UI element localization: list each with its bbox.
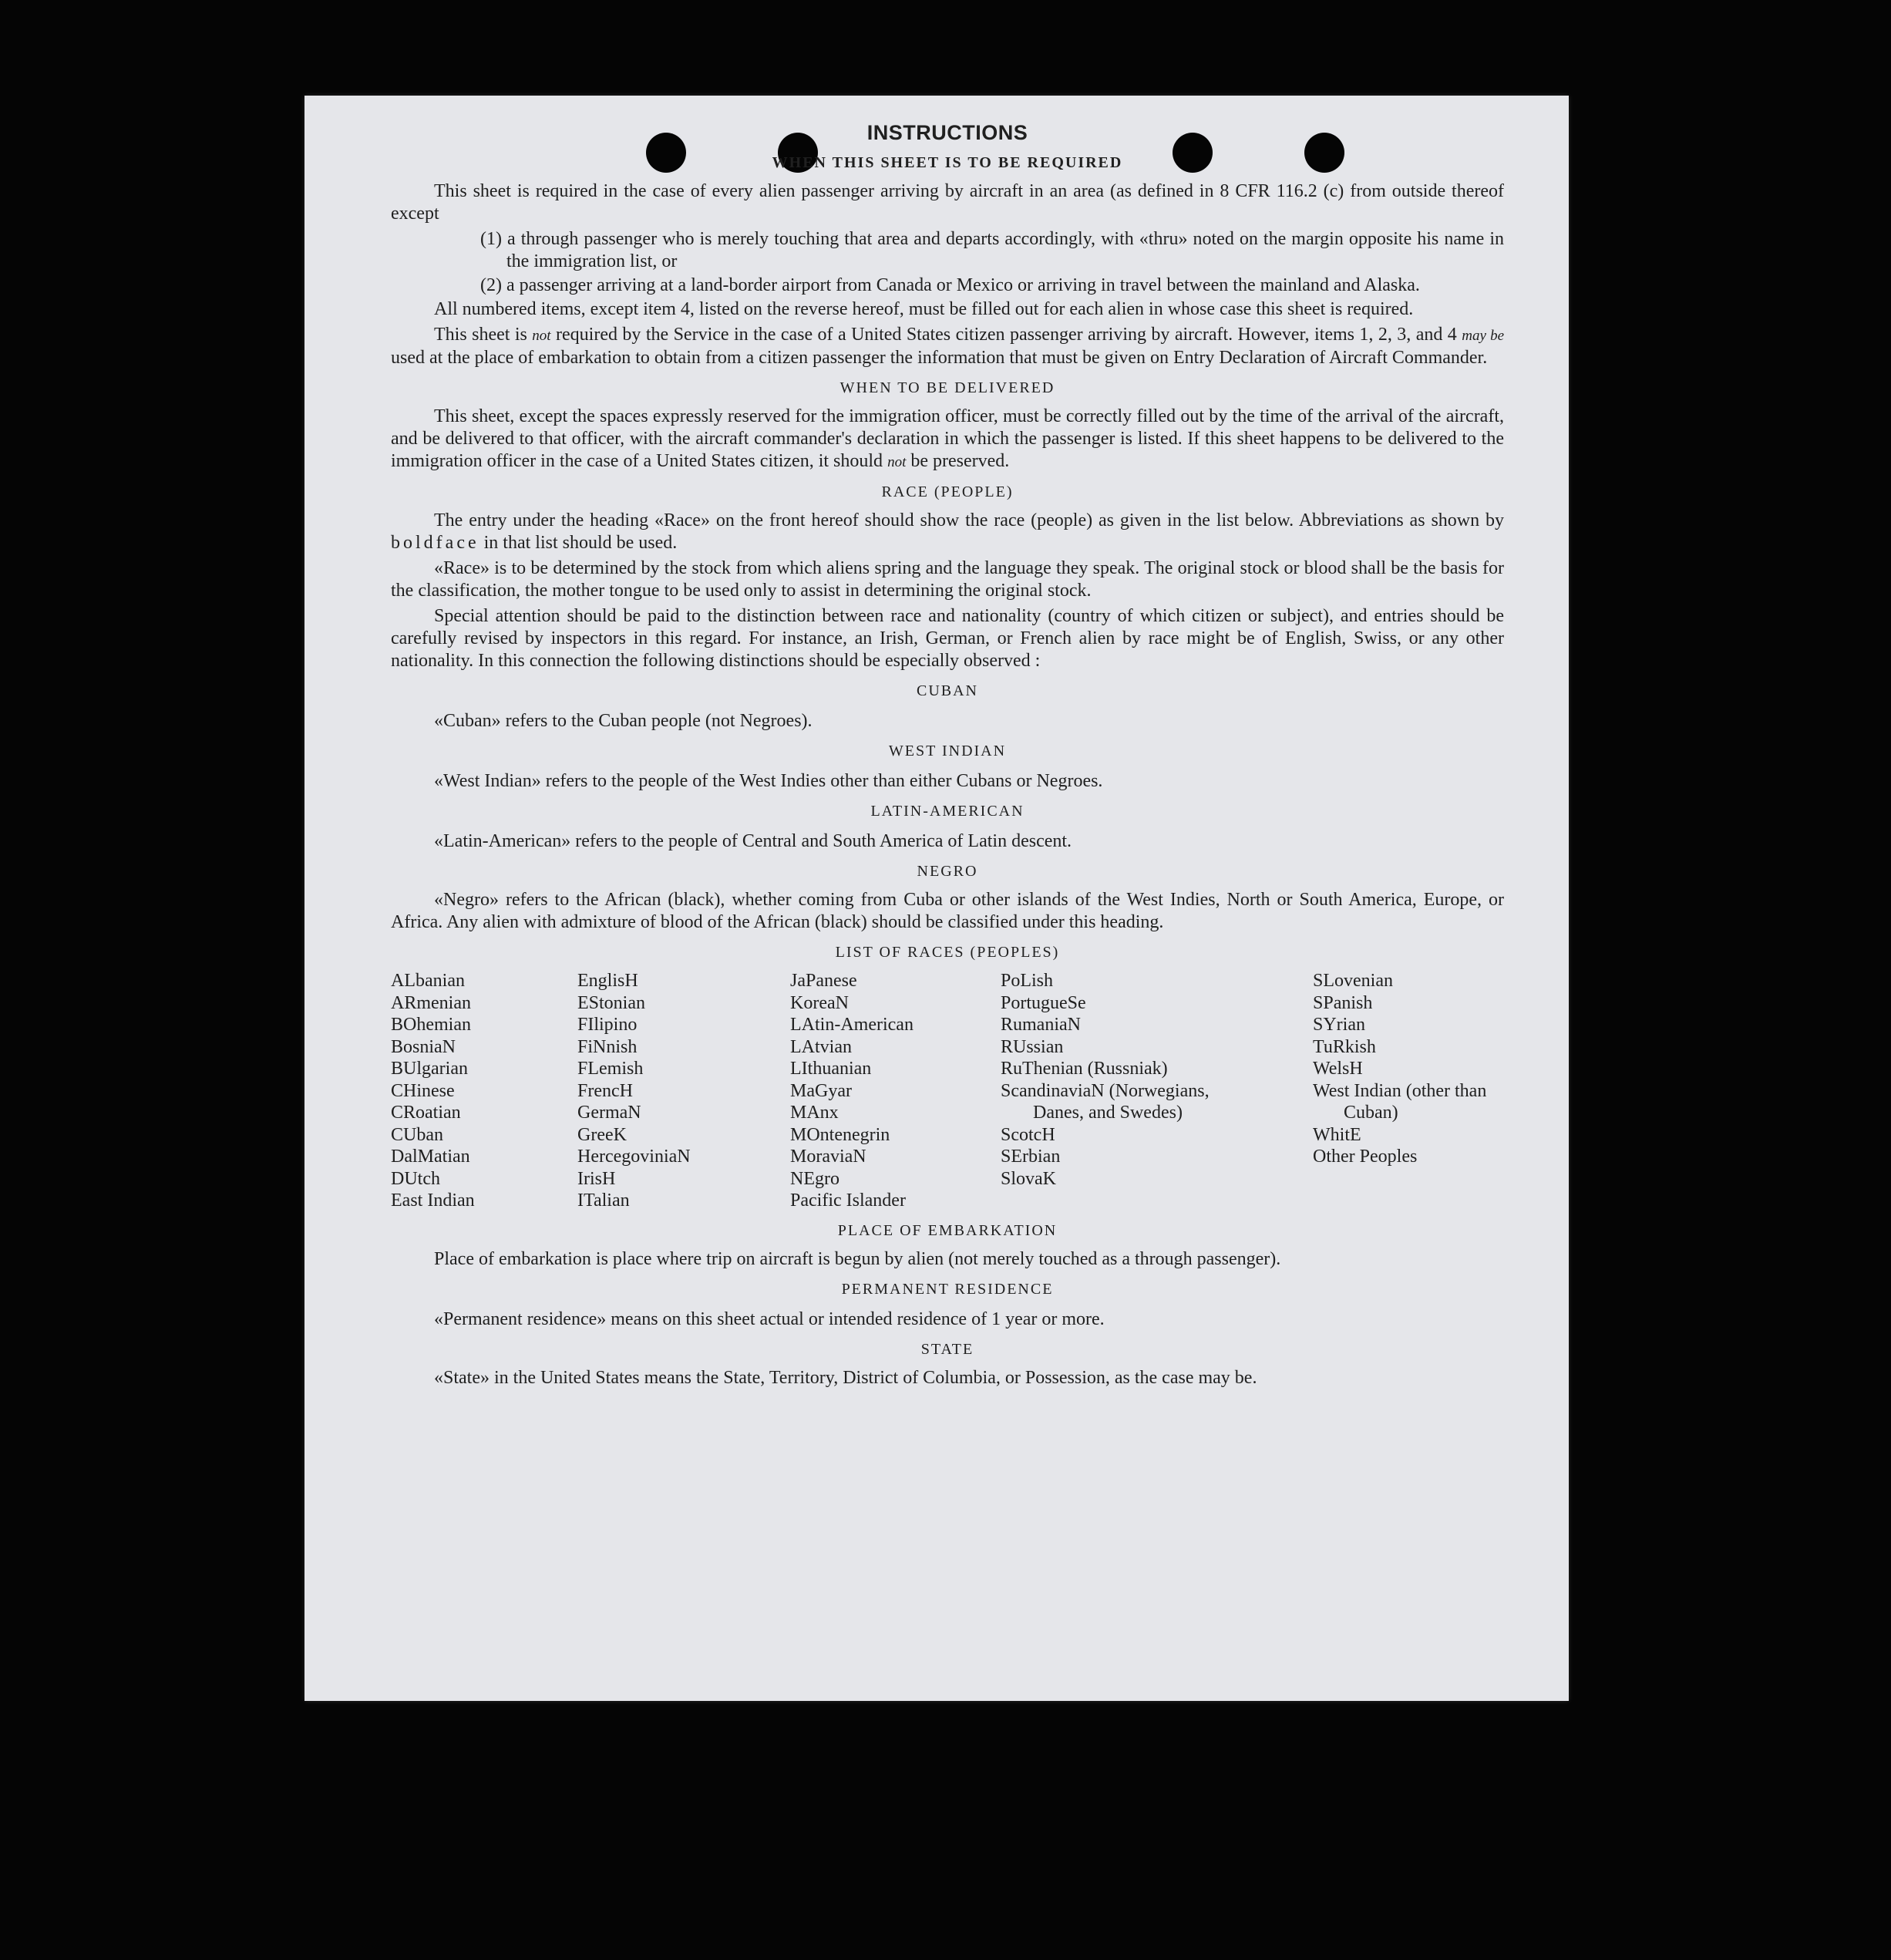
race-entry: SPanish xyxy=(1313,992,1373,1013)
race-entry: DalMatian xyxy=(391,1147,470,1167)
heading-race: RACE (PEOPLE) xyxy=(881,483,1014,500)
race-entry: GreeK xyxy=(577,1124,627,1145)
race-entry: MOntenegrin xyxy=(790,1124,890,1145)
race-entry: MaGyar xyxy=(790,1080,852,1101)
heading-permanent-residence: PERMANENT RESIDENCE xyxy=(841,1280,1054,1298)
heading-state: STATE xyxy=(920,1340,974,1358)
race-entry: JaPanese xyxy=(790,971,857,991)
race-column-4 xyxy=(1001,970,1313,1212)
heading-place-of-embarkation: PLACE OF EMBARKATION xyxy=(837,1221,1058,1239)
race-entry: ARmenian xyxy=(391,992,471,1013)
race-column-2 xyxy=(577,970,790,1212)
race-entry: CUban xyxy=(391,1124,443,1145)
race-entry: West Indian (other than Cuban) xyxy=(1313,1080,1487,1123)
race-entry: TuRkish xyxy=(1313,1036,1376,1057)
race-entry: East Indian xyxy=(391,1190,475,1211)
race-entry: FiNnish xyxy=(577,1036,638,1057)
race-entry: SErbian xyxy=(1001,1147,1061,1167)
paragraph: Special attention should be paid to the distinction between race and nationality (country of which citizen or subject), and entries should be carefully revised by inspectors in this regard. For instance, an Irish, German, or French alien by race might be of English, Swiss, or any other nationality. In this connection the following distinctions should be especially observed : xyxy=(391,606,1504,671)
race-entry: CHinese xyxy=(391,1080,455,1101)
race-entry: NEgro xyxy=(790,1168,840,1189)
definition-negro: «Negro» refers to the African (black), whether coming from Cuba or other islands of the West Indies, North or South America, Europe, or Africa. Any alien with admixture of blood of the African (black) should be classified under this heading. xyxy=(391,890,1504,932)
race-entry: BOhemian xyxy=(391,1015,471,1035)
definition-latin-american: «Latin-American» refers to the people of Central and South America of Latin descent. xyxy=(434,831,1072,851)
race-entry: BosniaN xyxy=(391,1036,456,1057)
heading-when-delivered: WHEN TO BE DELIVERED xyxy=(840,379,1055,396)
race-entry: HercegovinіaN xyxy=(577,1147,691,1167)
race-list xyxy=(391,970,1504,1212)
heading-west-indian: WEST INDIAN xyxy=(888,743,1007,759)
race-entry: SLovenian xyxy=(1313,971,1393,991)
heading-when-required: WHEN THIS SHEET IS TO BE REQUIRED xyxy=(772,154,1123,171)
definition-residence: «Permanent residence» means on this sheet actual or intended residence of 1 year or more. xyxy=(434,1308,1105,1329)
race-entry: IrisH xyxy=(577,1168,616,1189)
race-entry: RUssian xyxy=(1001,1036,1064,1057)
race-entry: MoraviaN xyxy=(790,1147,866,1167)
race-entry: MAnx xyxy=(790,1103,839,1123)
race-entry: CRoatian xyxy=(391,1103,461,1123)
sheet-content xyxy=(391,122,1504,1393)
race-column-1 xyxy=(391,970,577,1212)
heading-negro: NEGRO xyxy=(917,863,978,880)
heading-list-of-races: LIST OF RACES (PEOPLES) xyxy=(835,944,1060,961)
race-entry: Pacific Islander xyxy=(790,1190,906,1211)
race-column-3 xyxy=(790,970,1001,1212)
race-entry: WelsH xyxy=(1313,1059,1363,1079)
race-entry: SYrian xyxy=(1313,1015,1365,1035)
race-entry: GermaN xyxy=(577,1103,641,1123)
paragraph: This sheet is not required by the Service in the case of a United States citizen passenger arriving by aircraft. However, items 1, 2, 3, and 4 may be used at the place of embarkation to obtain from a citizen passenger the information that must be given on Entry Declaration of Aircraft Commander. xyxy=(391,325,1505,368)
race-entry: LIthuanian xyxy=(790,1059,872,1079)
race-entry: SlovaK xyxy=(1001,1168,1056,1189)
race-entry: PortugueSe xyxy=(1001,992,1086,1013)
numbered-item-2: (2) a passenger arriving at a land-border airport from Canada or Mexico or arriving in travel between the mainland and Alaska. xyxy=(480,275,1420,295)
paragraph: This sheet, except the spaces expressly reserved for the immigration officer, must be correctly filled out by the time of the arrival of the aircraft, and be delivered to that officer, with the aircraft commander's declaration in which the passenger is listed. If this sheet happens to be delivered to the immigration officer in the case of a United States citizen, it should not be preserved. xyxy=(391,406,1504,471)
race-entry: DUtch xyxy=(391,1168,440,1189)
race-entry: ALbanian xyxy=(391,971,465,991)
definition-embarkation: Place of embarkation is place where trip on aircraft is begun by alien (not merely touched as a through passenger). xyxy=(434,1248,1281,1269)
race-entry: ITalian xyxy=(577,1190,630,1211)
heading-cuban: CUBAN xyxy=(916,682,978,699)
paragraph: The entry under the heading «Race» on the front hereof should show the race (people) as given in the list below. Abbreviations as shown by boldface in that list should be used. xyxy=(391,510,1504,553)
paragraph: All numbered items, except item 4, listed on the reverse hereof, must be filled out for each alien in whose case this sheet is required. xyxy=(434,299,1414,319)
race-entry: Other Peoples xyxy=(1313,1147,1418,1167)
race-entry: RuThenian (Russniak) xyxy=(1001,1059,1168,1079)
race-entry: PoLish xyxy=(1001,971,1054,991)
definition-cuban: «Cuban» refers to the Cuban people (not Negroes). xyxy=(434,711,813,731)
instruction-sheet xyxy=(305,96,1569,1701)
paragraph: This sheet is required in the case of every alien passenger arriving by aircraft in an area (as defined in 8 CFR 116.2 (c) from outside thereof except xyxy=(391,181,1504,224)
numbered-item-1: (1) a through passenger who is merely touching that area and departs accordingly, with «thru» noted on the margin opposite his name in the immigration list, or xyxy=(480,229,1504,271)
race-entry: WhitE xyxy=(1313,1124,1361,1145)
race-entry: FrencH xyxy=(577,1080,633,1101)
definition-state: «State» in the United States means the State, Territory, District of Columbia, or Possession, as the case may be. xyxy=(434,1367,1257,1388)
race-entry: BUlgarian xyxy=(391,1059,468,1079)
paragraph: «Race» is to be determined by the stock from which aliens spring and the language they speak. The original stock or blood shall be the basis for the classification, the mother tongue to be used only to assist in determining the original stock. xyxy=(391,558,1504,601)
race-entry: ScotcH xyxy=(1001,1124,1055,1145)
race-entry: LAtin-American xyxy=(790,1015,914,1035)
race-entry: FIlipino xyxy=(577,1015,638,1035)
race-column-5 xyxy=(1313,970,1504,1212)
race-entry: ScandinaviaN (Norwegians, Danes, and Swedes) xyxy=(1001,1080,1210,1123)
race-entry: RumaniaN xyxy=(1001,1015,1081,1035)
definition-west-indian: «West Indian» refers to the people of the West Indies other than either Cubans or Negroes. xyxy=(434,771,1103,791)
page-title: INSTRUCTIONS xyxy=(866,121,1028,144)
race-entry: EnglisH xyxy=(577,971,638,991)
race-entry: FLemish xyxy=(577,1059,644,1079)
race-entry: LAtvian xyxy=(790,1036,852,1057)
race-entry: KoreaN xyxy=(790,992,849,1013)
race-entry: EStonian xyxy=(577,992,645,1013)
heading-latin-american: LATIN-AMERICAN xyxy=(870,803,1025,820)
